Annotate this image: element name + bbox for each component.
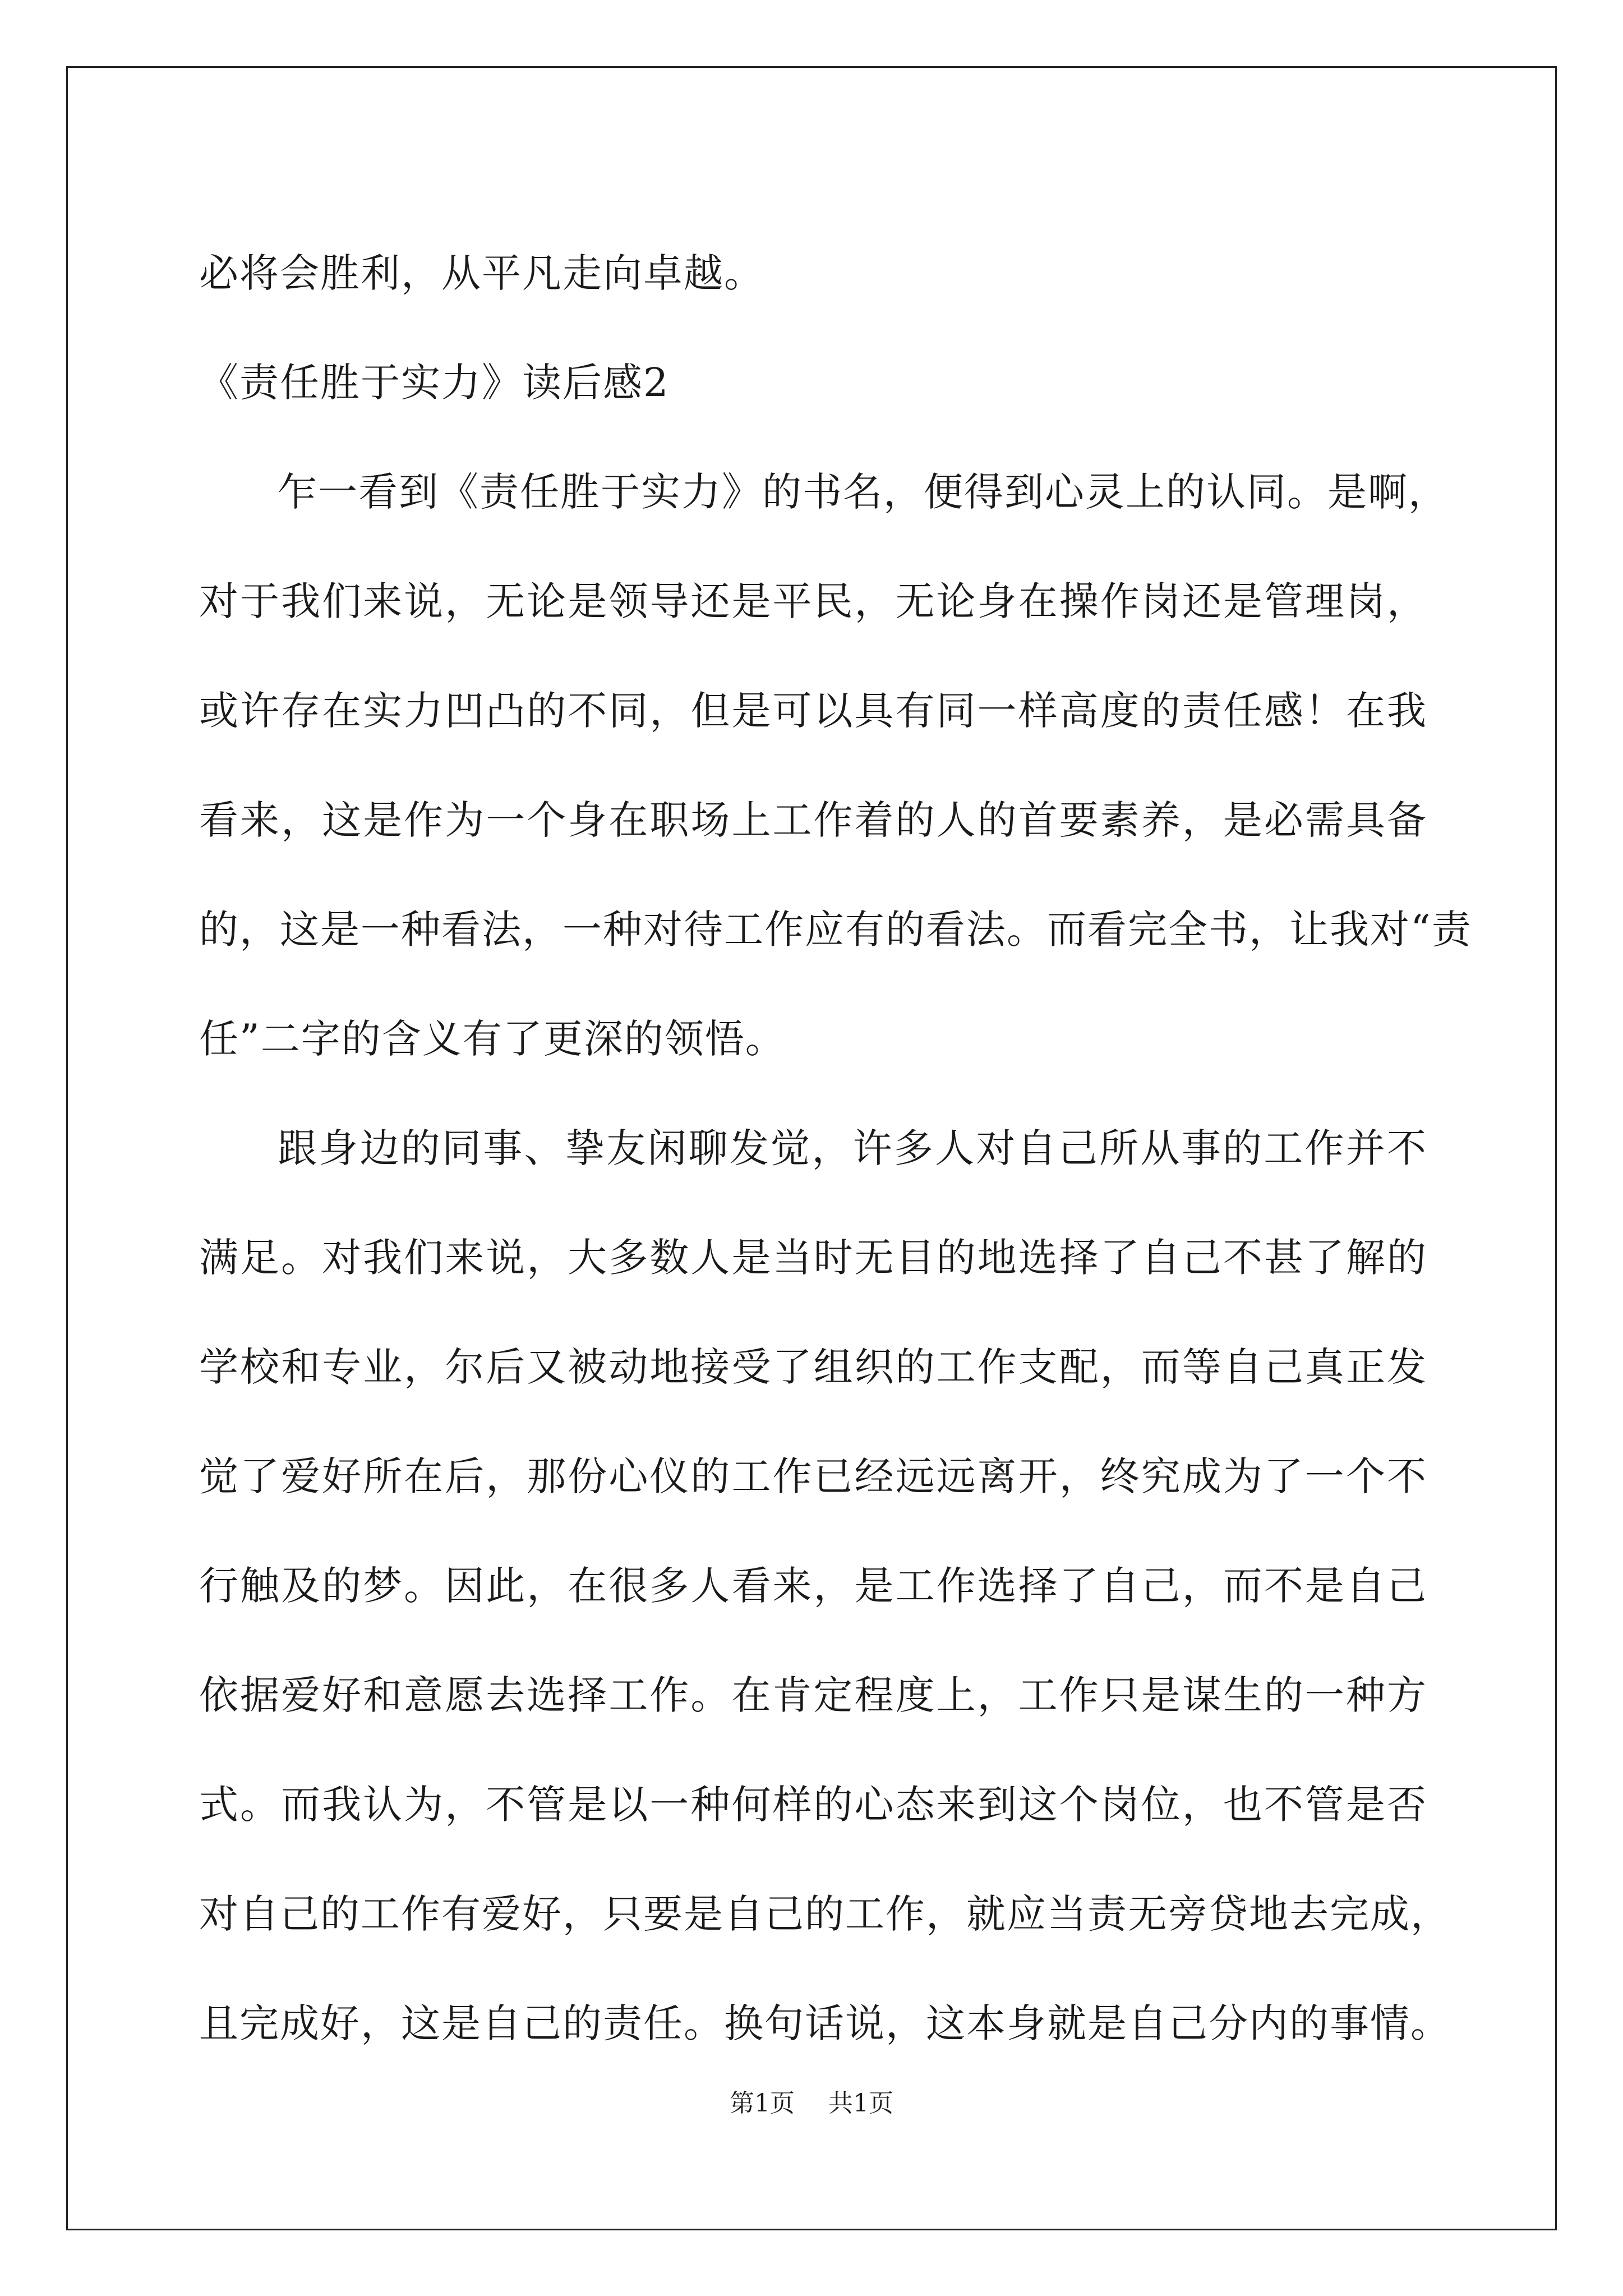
paragraph-line: 式。而我认为，不管是以一种何样的心态来到这个岗位，也不管是否 [199, 1782, 1427, 1828]
paragraph-line: 对于我们来说，无论是领导还是平民，无论身在操作岗还是管理岗， [199, 578, 1427, 624]
paragraph-line: 跟身边的同事、挚友闲聊发觉，许多人对自己所从事的工作并不 [278, 1125, 1427, 1171]
page-number-total: 共1页 [828, 2089, 893, 2118]
paragraph-line: 行触及的梦。因此，在很多人看来，是工作选择了自己，而不是自己 [199, 1563, 1427, 1609]
paragraph-line: 觉了爱好所在后，那份心仪的工作已经远远离开，终究成为了一个不 [199, 1453, 1427, 1499]
paragraph-line: 依据爱好和意愿去选择工作。在肯定程度上，工作只是谋生的一种方 [199, 1672, 1427, 1718]
page-footer [0, 2087, 1623, 2120]
section-heading: 《责任胜于实力》读后感2 [199, 360, 670, 406]
paragraph-line: 任”二字的含义有了更深的领悟。 [199, 1016, 786, 1062]
paragraph-line: 的，这是一种看法，一种对待工作应有的看法。而看完全书，让我对“责 [199, 907, 1472, 953]
paragraph-line: 或许存在实力凹凸的不同，但是可以具有同一样高度的责任感！在我 [199, 688, 1427, 734]
document-body [199, 219, 1472, 2078]
page-number-current: 第1页 [730, 2089, 795, 2118]
paragraph-line: 满足。对我们来说，大多数人是当时无目的地选择了自己不甚了解的 [199, 1235, 1427, 1281]
paragraph-line: 对自己的工作有爱好，只要是自己的工作，就应当责无旁贷地去完成， [199, 1891, 1451, 1937]
paragraph-line: 且完成好，这是自己的责任。换句话说，这本身就是自己分内的事情。 [199, 2000, 1451, 2046]
paragraph-line: 看来，这是作为一个身在职场上工作着的人的首要素养，是必需具备 [199, 797, 1427, 843]
paragraph-line: 学校和专业，尔后又被动地接受了组织的工作支配，而等自己真正发 [199, 1344, 1427, 1390]
text-line: 必将会胜利，从平凡走向卓越。 [199, 250, 764, 296]
paragraph-line: 乍一看到《责任胜于实力》的书名，便得到心灵上的认同。是啊， [278, 469, 1449, 515]
